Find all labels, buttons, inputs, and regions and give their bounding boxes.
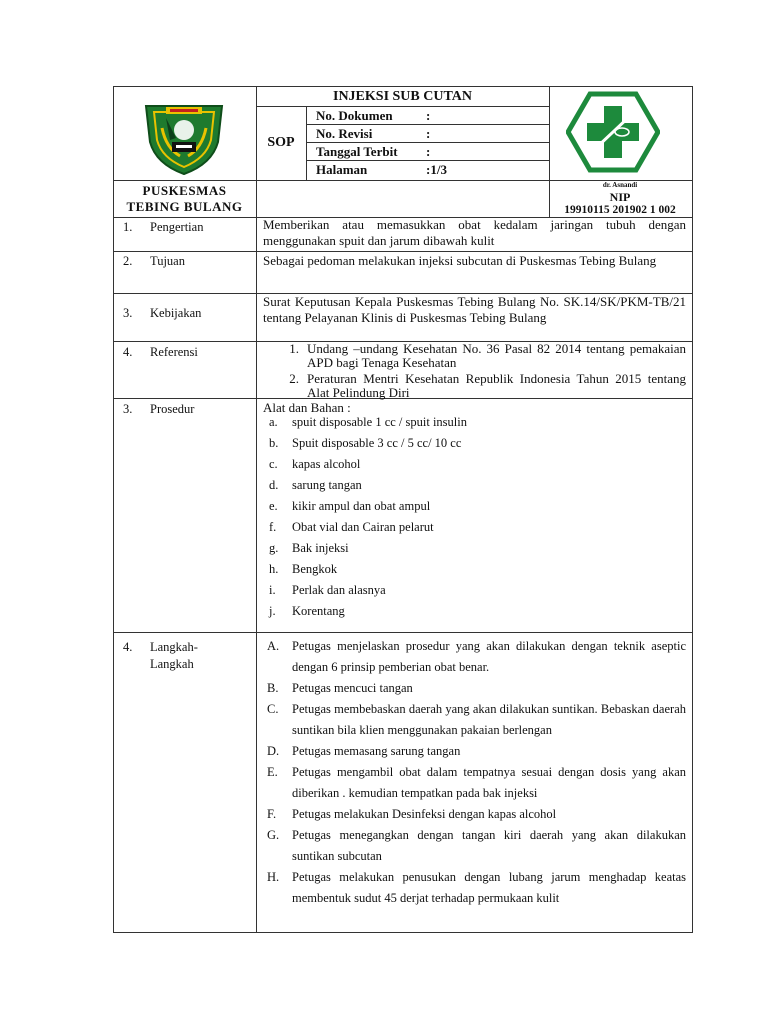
list-marker: E.: [267, 765, 278, 779]
row-tujuan-num: 2.: [123, 254, 133, 268]
list-marker: d.: [269, 478, 279, 492]
list-text: Bak injeksi: [292, 541, 349, 555]
row-pengertian-label: Pengertian: [150, 220, 204, 234]
list-item: [263, 517, 686, 538]
row-langkah-label-2: Langkah: [150, 657, 194, 671]
list-marker: h.: [269, 562, 279, 576]
row-kebijakan-num: 3.: [123, 306, 133, 320]
field-no-dokumen-label: No. Dokumen: [316, 108, 393, 123]
field-halaman-label: Halaman: [316, 162, 368, 177]
prosedur-intro: Alat dan Bahan :: [263, 400, 351, 415]
list-item: [263, 412, 686, 433]
list-item: [263, 454, 686, 475]
list-item: [263, 580, 686, 601]
langkah-list: [263, 636, 686, 909]
list-marker: f.: [269, 520, 277, 534]
list-item: [263, 699, 686, 741]
list-item: [263, 372, 686, 400]
list-marker: H.: [267, 870, 280, 884]
list-marker: F.: [267, 807, 277, 821]
list-marker: b.: [269, 436, 279, 450]
list-text: Petugas membebaskan daerah yang akan dilakukan suntikan. Bebaskan daerah suntikan bila klien menggunakan pakaian berlengan: [292, 702, 686, 737]
list-item: [263, 741, 686, 762]
list-text: Petugas melakukan penusukan dengan lubang jarum menghadap keatas membentuk sudut 45 derjat terhadap permukaan kulit: [292, 870, 686, 905]
list-item: [263, 867, 686, 909]
row-prosedur-label: Prosedur: [150, 402, 195, 416]
list-item: [263, 804, 686, 825]
row-referensi-num: 4.: [123, 345, 133, 359]
list-marker: 2.: [289, 371, 299, 386]
pengertian-text: Memberikan atau memasukkan obat kedalam jaringan tubuh dengan menggunakan spuit dan jarum dibawah kulit: [263, 217, 686, 248]
list-marker: C.: [267, 702, 279, 716]
row-langkah-num: 4.: [123, 640, 133, 654]
list-marker: B.: [267, 681, 279, 695]
list-item: [263, 433, 686, 454]
row-langkah-label-1: Langkah-: [150, 640, 198, 654]
row-prosedur-num: 3.: [123, 402, 133, 416]
row-referensi-label: Referensi: [150, 345, 198, 359]
sop-label: SOP: [267, 135, 295, 150]
list-marker: D.: [267, 744, 280, 758]
nip-value: 19910115 201902 1 002: [564, 204, 676, 216]
list-text: kapas alcohol: [292, 457, 361, 471]
list-text: Petugas menjelaskan prosedur yang akan dilakukan dengan teknik aseptic dengan 6 prinsip pemberian obat benar.: [292, 639, 686, 674]
list-marker: G.: [267, 828, 280, 842]
list-text: Bengkok: [292, 562, 338, 576]
list-text: sarung tangan: [292, 478, 362, 492]
list-item: [263, 496, 686, 517]
list-text: Korentang: [292, 604, 345, 618]
org-name-line1: PUSKESMAS: [142, 183, 227, 198]
field-no-revisi-value: :: [426, 126, 431, 141]
list-text: Petugas menegangkan dengan tangan kiri daerah yang akan dilakukan suntikan subcutan: [292, 828, 686, 863]
row-tujuan-label: Tujuan: [150, 254, 185, 268]
list-text: Peraturan Mentri Kesehatan Republik Indonesia Tahun 2015 tentang Alat Pelindung Diri: [307, 371, 686, 400]
list-marker: e.: [269, 499, 278, 513]
tujuan-text: Sebagai pedoman melakukan injeksi subcutan di Puskesmas Tebing Bulang: [263, 253, 657, 268]
list-item: [263, 538, 686, 559]
list-item: [263, 636, 686, 678]
list-text: Petugas mengambil obat dalam tempatnya sesuai dengan dosis yang akan diberikan . kemudian tempatkan pada bak injeksi: [292, 765, 686, 800]
list-text: Undang –undang Kesehatan No. 36 Pasal 82 2014 tentang pemakaian APD bagi Tenaga Kesehatan: [307, 341, 686, 370]
list-text: spuit disposable 1 cc / spuit insulin: [292, 415, 467, 429]
signer-name: dr. Asnandi: [602, 181, 638, 189]
list-marker: j.: [269, 604, 276, 618]
list-item: [263, 762, 686, 804]
field-no-revisi-label: No. Revisi: [316, 126, 373, 141]
list-item: [263, 601, 686, 622]
list-text: Petugas melakukan Desinfeksi dengan kapas alcohol: [292, 807, 557, 821]
field-tanggal-terbit-value: :: [426, 144, 431, 159]
list-marker: a.: [269, 415, 278, 429]
referensi-list: [263, 342, 686, 400]
kebijakan-text: Surat Keputusan Kepala Puskesmas Tebing Bulang No. SK.14/SK/PKM-TB/21 tentang Pelayanan Klinis di Puskesmas Tebing Bulang: [263, 294, 686, 325]
list-marker: i.: [269, 583, 276, 597]
list-text: Obat vial dan Cairan pelarut: [292, 520, 434, 534]
list-item: [263, 342, 686, 370]
list-text: kikir ampul dan obat ampul: [292, 499, 431, 513]
list-marker: A.: [267, 639, 280, 653]
puskesmas-logo: [136, 98, 232, 176]
field-tanggal-terbit-label: Tanggal Terbit: [316, 144, 398, 159]
list-marker: 1.: [289, 341, 299, 356]
row-pengertian-num: 1.: [123, 220, 133, 234]
list-text: Petugas mencuci tangan: [292, 681, 413, 695]
health-cross-logo: [566, 90, 660, 174]
list-marker: c.: [269, 457, 278, 471]
list-marker: g.: [269, 541, 279, 555]
list-text: Petugas memasang sarung tangan: [292, 744, 461, 758]
field-halaman-value: :1/3: [426, 162, 447, 177]
field-no-dokumen-value: :: [426, 108, 431, 123]
org-name-line2: TEBING BULANG: [126, 199, 243, 214]
document-title: INJEKSI SUB CUTAN: [333, 89, 472, 104]
row-kebijakan-label: Kebijakan: [150, 306, 202, 320]
list-item: [263, 475, 686, 496]
nip-label: NIP: [609, 190, 631, 204]
list-item: [263, 825, 686, 867]
list-text: Perlak dan alasnya: [292, 583, 386, 597]
list-item: [263, 678, 686, 699]
org-name: [113, 183, 256, 215]
list-text: Spuit disposable 3 cc / 5 cc/ 10 cc: [292, 436, 462, 450]
prosedur-list: [263, 412, 686, 622]
list-item: [263, 559, 686, 580]
